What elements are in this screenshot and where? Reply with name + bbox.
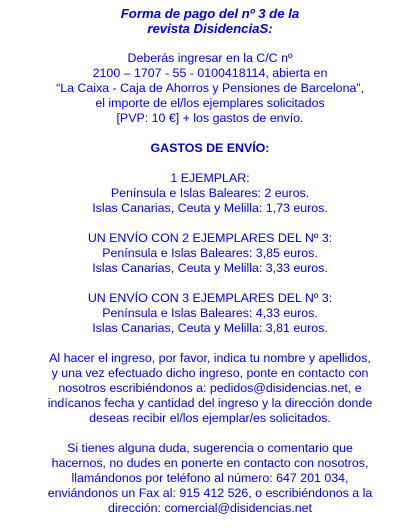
spacer	[0, 276, 420, 291]
instruction-line: y una vez efectuado dicho ingreso, ponte en contacto con	[51, 366, 369, 380]
shipping-group-1	[0, 171, 420, 216]
instruction-line: deseas recibir el/los ejemplar/es solicitados.	[89, 411, 331, 425]
instruction-line: indícanos fecha y cantidad del ingreso y la dirección donde	[47, 396, 373, 410]
spacer	[0, 156, 420, 171]
shipping-peninsula: Península e Islas Baleares: 3,85 euros.	[102, 246, 318, 260]
spacer	[0, 426, 420, 441]
contact-email: dirección: comercial@disidencias.net	[107, 501, 313, 515]
spacer	[0, 126, 420, 141]
shipping-canarias: Islas Canarias, Ceuta y Melilla: 3,33 euros.	[92, 261, 328, 275]
title-line-2: revista DisidenciaS:	[147, 21, 273, 36]
payment-instructions	[0, 51, 420, 126]
shipping-heading-text: GASTOS DE ENVÍO:	[150, 141, 270, 155]
title-line-1: Forma de pago del nº 3 de la	[120, 6, 300, 21]
shipping-group-2	[0, 231, 420, 276]
instruction-line: nosotros escribiéndonos a: pedidos@disidencias.net, e	[58, 381, 362, 395]
contact-fax: enviándonos un Fax al: 915 412 526, o escribiéndonos a la	[47, 486, 373, 500]
spacer	[0, 36, 420, 51]
contact-info	[0, 441, 420, 516]
bank-name: “La Caixa - Caja de Ahorros y Pensiones de Barcelona”,	[56, 81, 364, 95]
payment-line: el importe de el/los ejemplares solicitados	[95, 96, 325, 110]
page-title	[0, 6, 420, 36]
shipping-peninsula: Península e Islas Baleares: 4,33 euros.	[102, 306, 318, 320]
contact-line: hacernos, no dudes en ponerte en contacto con nosotros,	[51, 456, 369, 470]
shipping-peninsula: Península e Islas Baleares: 2 euros.	[110, 186, 310, 200]
spacer	[0, 216, 420, 231]
shipping-group-3	[0, 291, 420, 336]
instruction-line: Al hacer el ingreso, por favor, indica tu nombre y apellidos,	[49, 351, 371, 365]
shipping-heading	[0, 141, 420, 156]
shipping-canarias: Islas Canarias, Ceuta y Melilla: 3,81 euros.	[92, 321, 328, 335]
payment-line: Deberás ingresar en la C/C nº	[127, 51, 293, 65]
price-line: [PVP: 10 €] + los gastos de envío.	[116, 111, 304, 125]
shipping-group-title: UN ENVÍO CON 2 EJEMPLARES DEL Nº 3:	[87, 231, 333, 245]
account-number: 2100 – 1707 - 55 - 0100418114, abierta en	[92, 66, 328, 80]
order-instructions	[0, 351, 420, 426]
shipping-group-title: 1 EJEMPLAR:	[170, 171, 250, 185]
spacer	[0, 336, 420, 351]
contact-phone: llamándonos por teléfono al número: 647 201 034,	[71, 471, 349, 485]
shipping-canarias: Islas Canarias, Ceuta y Melilla: 1,73 euros.	[92, 201, 328, 215]
contact-line: Si tienes alguna duda, sugerencia o comentario que	[67, 441, 353, 455]
shipping-group-title: UN ENVÍO CON 3 EJEMPLARES DEL Nº 3:	[87, 291, 333, 305]
